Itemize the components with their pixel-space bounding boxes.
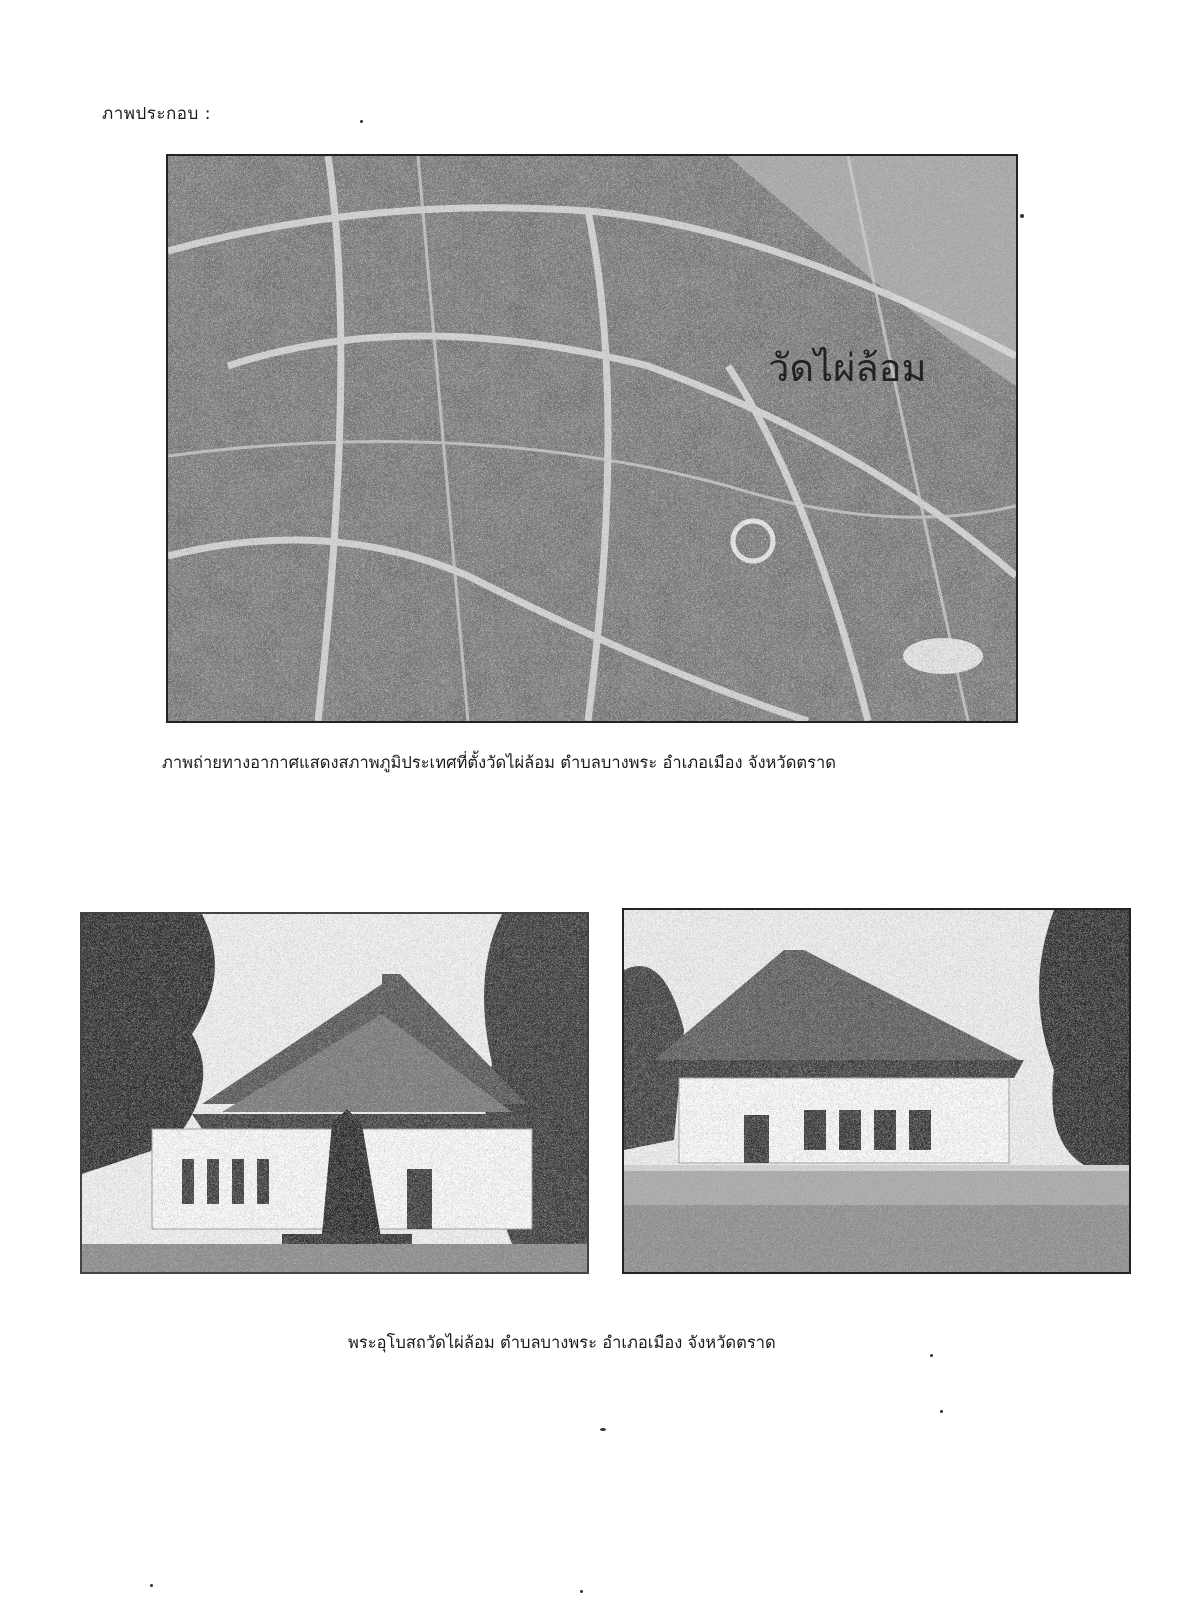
scan-speck xyxy=(930,1354,933,1357)
scan-speck xyxy=(1020,214,1024,218)
scan-speck xyxy=(360,120,363,123)
aerial-caption: ภาพถ่ายทางอากาศแสดงสภาพภูมิประเทศที่ตั้งวัดไผ่ล้อม ตำบลบางพระ อำเภอเมือง จังหวัดตราด xyxy=(162,753,836,772)
aerial-photo xyxy=(166,154,1018,723)
scan-speck xyxy=(150,1584,153,1587)
ubosot-photo-right xyxy=(622,908,1131,1274)
ubosot-caption: พระอุโบสถวัดไผ่ล้อม ตำบลบางพระ อำเภอเมือง จังหวัดตราด xyxy=(348,1333,776,1352)
scan-speck xyxy=(600,1428,606,1431)
ubosot-photo-left-graphic xyxy=(82,914,587,1272)
figures-heading: ภาพประกอบ : xyxy=(102,104,211,124)
scan-speck xyxy=(940,1410,943,1413)
ubosot-photo-left xyxy=(80,912,589,1274)
aerial-overlay-label: วัดไผ่ล้อม xyxy=(768,346,927,390)
scan-speck xyxy=(580,1590,583,1593)
aerial-photo-graphic xyxy=(168,156,1016,721)
ubosot-photo-right-graphic xyxy=(624,910,1129,1272)
